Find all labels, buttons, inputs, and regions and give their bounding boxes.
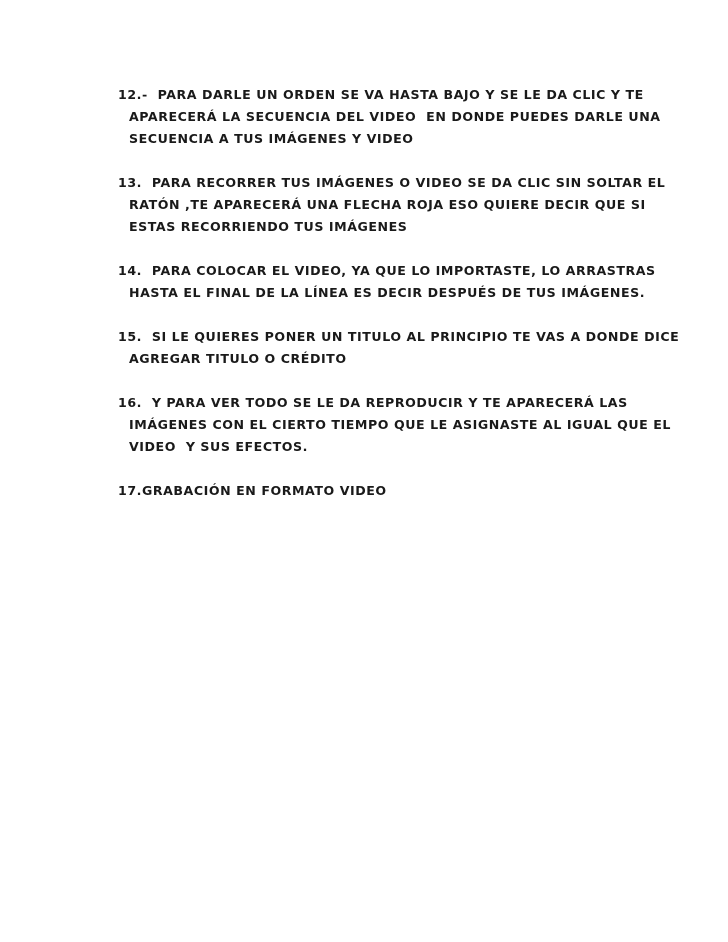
instruction-12-line-1: 12.- PARA DARLE UN ORDEN SE VA HASTA BAJO Y SE LE DA CLIC Y TE xyxy=(118,87,644,102)
instruction-13-line-3: ESTAS RECORRIENDO TUS IMÁGENES xyxy=(129,219,408,234)
instruction-item-13 xyxy=(118,172,666,238)
instruction-14-line-2: HASTA EL FINAL DE LA LÍNEA ES DECIR DESPUÉS DE TUS IMÁGENES. xyxy=(129,285,646,300)
instruction-14-line-1: 14. PARA COLOCAR EL VIDEO, YA QUE LO IMPORTASTE, LO ARRASTRAS xyxy=(118,263,656,278)
instruction-16-line-1: 16. Y PARA VER TODO SE LE DA REPRODUCIR Y TE APARECERÁ LAS xyxy=(118,395,628,410)
instruction-12-line-3: SECUENCIA A TUS IMÁGENES Y VIDEO xyxy=(129,131,414,146)
instruction-13-line-2: RATÓN ,TE APARECERÁ UNA FLECHA ROJA ESO QUIERE DECIR QUE SI xyxy=(129,197,646,212)
instruction-13-line-1: 13. PARA RECORRER TUS IMÁGENES O VIDEO SE DA CLIC SIN SOLTAR EL xyxy=(118,175,666,190)
instruction-item-17 xyxy=(118,480,618,502)
instruction-item-15 xyxy=(118,326,680,370)
instruction-15-line-1: 15. SI LE QUIERES PONER UN TITULO AL PRINCIPIO TE VAS A DONDE DICE xyxy=(118,329,680,344)
instruction-15-line-2: AGREGAR TITULO O CRÉDITO xyxy=(129,351,347,366)
instruction-item-12 xyxy=(118,84,661,150)
instruction-item-16 xyxy=(118,392,671,458)
instruction-16-line-3: VIDEO Y SUS EFECTOS. xyxy=(129,439,308,454)
instruction-17-line-1: 17.GRABACIÓN EN FORMATO VIDEO xyxy=(118,483,387,498)
instruction-list xyxy=(118,84,680,524)
instruction-item-14 xyxy=(118,260,656,304)
instruction-16-line-2: IMÁGENES CON EL CIERTO TIEMPO QUE LE ASIGNASTE AL IGUAL QUE EL xyxy=(129,417,671,432)
instruction-12-line-2: APARECERÁ LA SECUENCIA DEL VIDEO EN DONDE PUEDES DARLE UNA xyxy=(129,109,661,124)
